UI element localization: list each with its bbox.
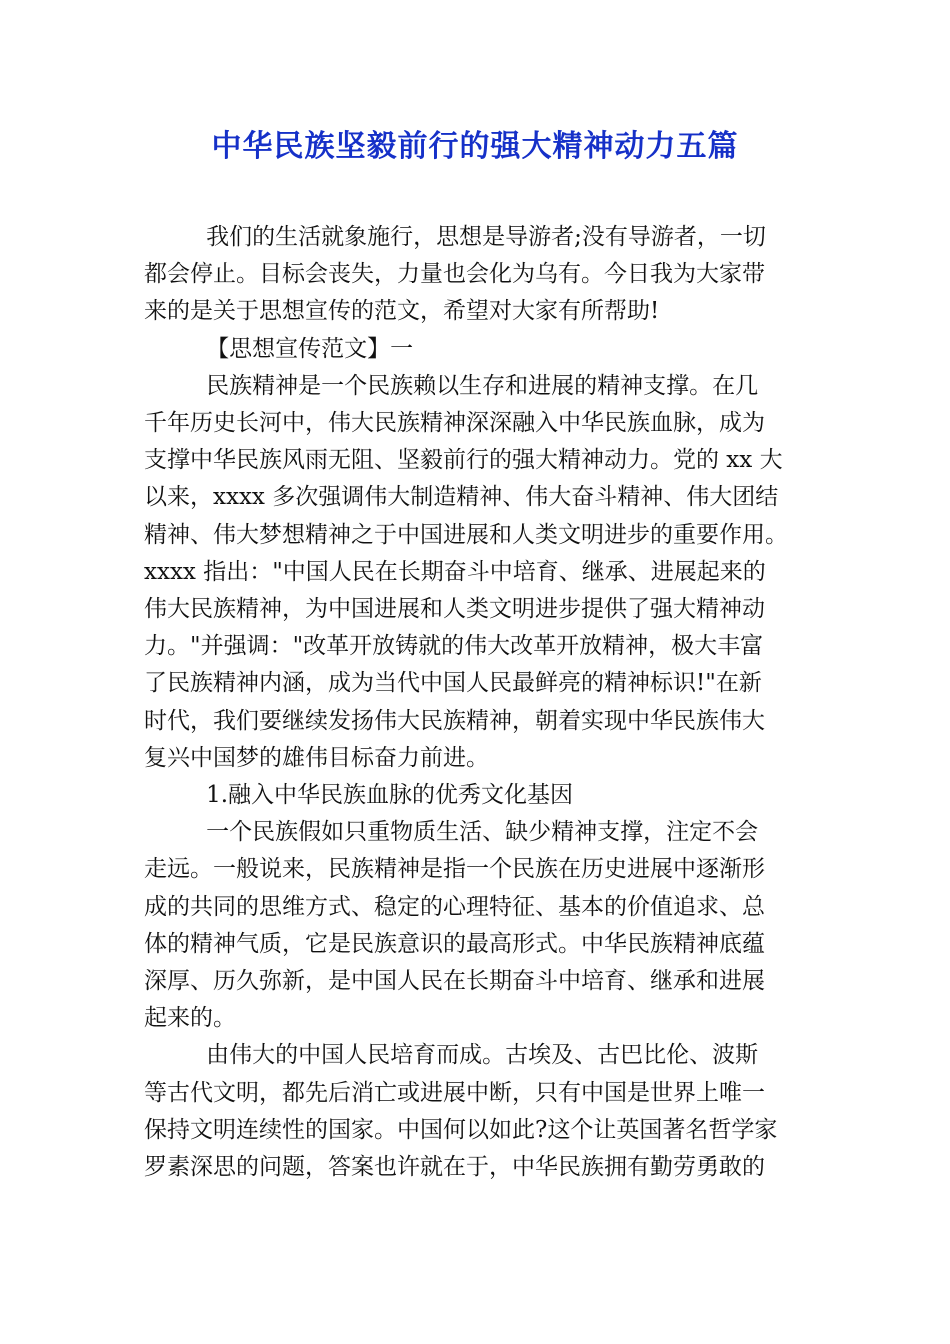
section-heading: 【思想宣传范文】一: [206, 335, 414, 362]
body-paragraph: 民族精神是一个民族赖以生存和进展的精神支撑。在几 千年历史长河中，伟大民族精神深深融入中华民族血脉，成为 支撑中华民族风雨无阻、坚毅前行的强大精神动力。党的 xx 大 以来，xxxx 多次强调伟大制造精神、伟大奋斗精神、伟大团结 精神、伟大梦想精神之于中国进展和人类文明进步的重要作用。 xxxx 指出："中国人民在长期奋斗中培育、继承、进展起来的 伟大民族精神，为中国进展和人类文明进步提供了强大精神动 力。"并强调："改革开放铸就的伟大改革开放精神，极大丰富 了民族精神内涵，成为当代中国人民最鲜亮的精神标识!"在新 时代，我们要继续发扬伟大民族精神，朝着实现中华民族伟大 复兴中国梦的雄伟目标奋力前进。: [144, 372, 788, 771]
body-paragraph: 由伟大的中国人民培育而成。古埃及、古巴比伦、波斯 等古代文明，都先后消亡或进展中断，只有中国是世界上唯一 保持文明连续性的国家。中国何以如此?这个让英国著名哲学家 罗素深思的问题，答案也许就在于，中华民族拥有勤劳勇敢的: [144, 1042, 778, 1181]
intro-paragraph: 我们的生活就象施行，思想是导游者;没有导游者，一切 都会停止。目标会丧失，力量也会化为乌有。今日我为大家带 来的是关于思想宣传的范文，希望对大家有所帮助!: [144, 224, 766, 325]
subsection-heading: 1.融入中华民族血脉的优秀文化基因: [206, 782, 574, 809]
body-paragraph: 一个民族假如只重物质生活、缺少精神支撑，注定不会 走远。一般说来，民族精神是指一个民族在历史进展中逐渐形 成的共同的思维方式、稳定的心理特征、基本的价值追求、总 体的精神气质，它是民族意识的最高形式。中华民族精神底蕴 深厚、历久弥新，是中国人民在长期奋斗中培育、继承和进展 起来的。: [144, 819, 765, 1032]
document-body: [144, 219, 806, 1186]
document-title: 中华民族坚毅前行的强大精神动力五篇: [211, 129, 739, 164]
